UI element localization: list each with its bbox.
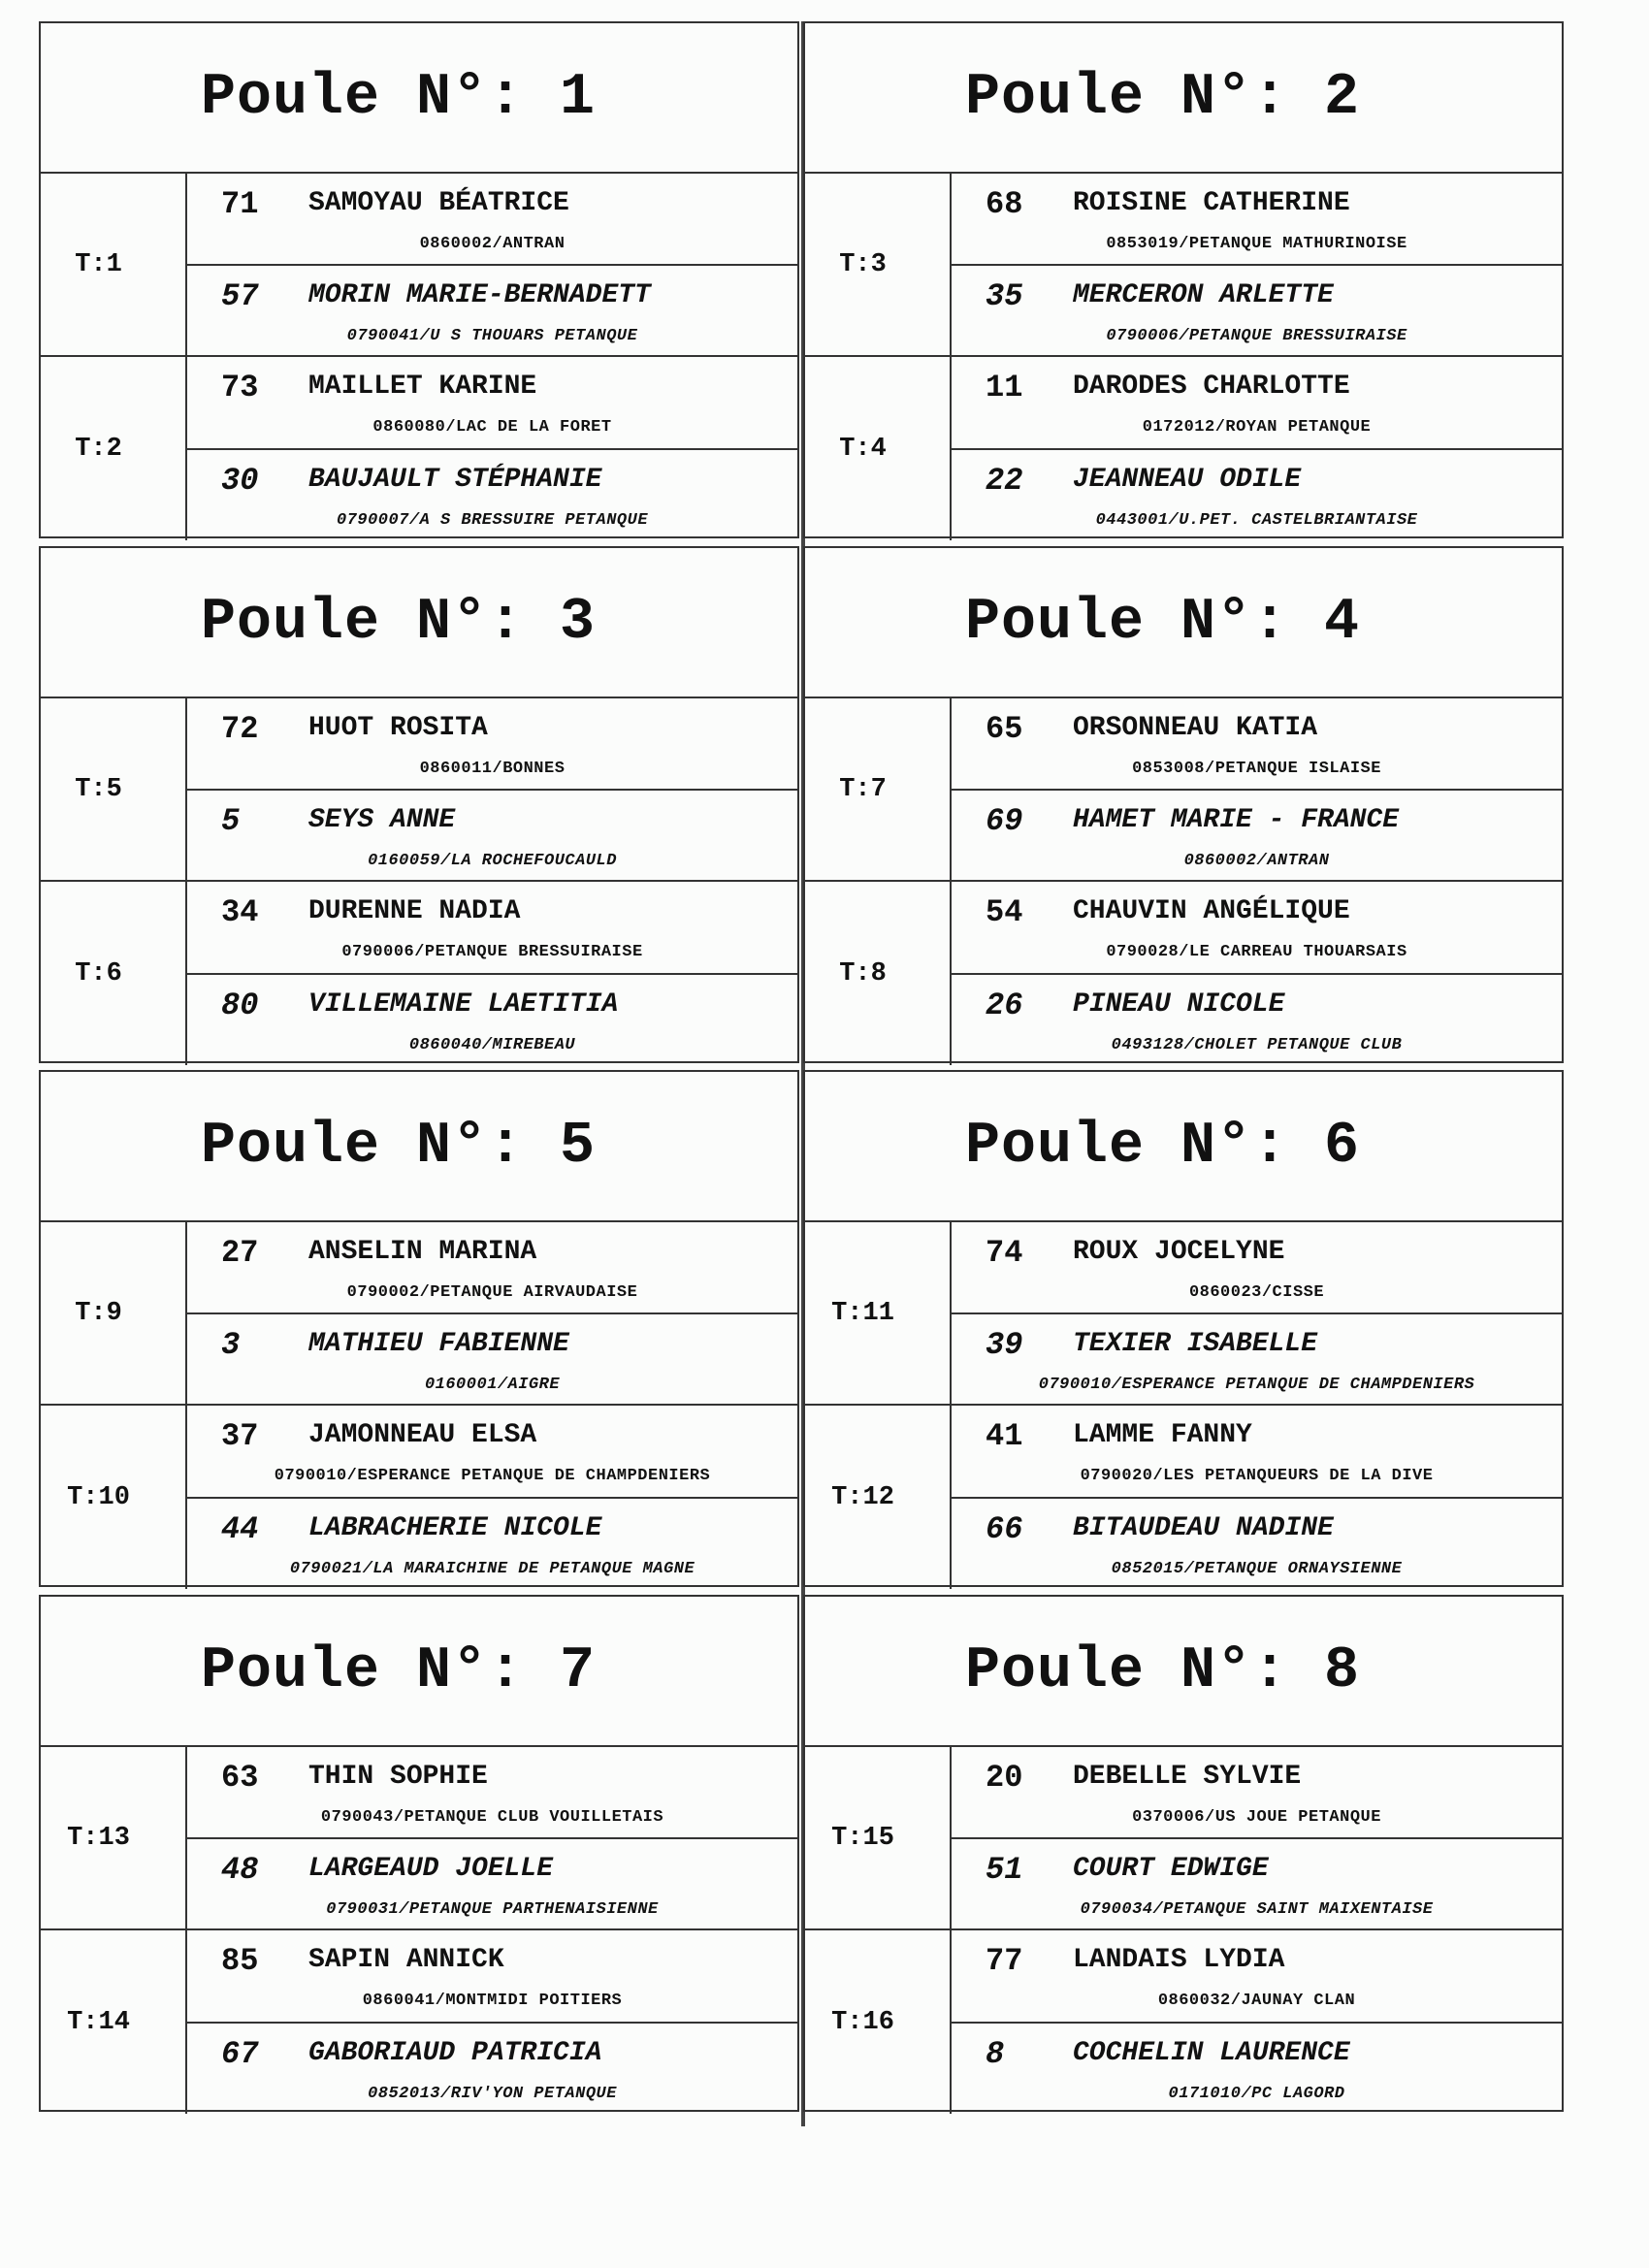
pool-title: Poule N°: 2 [965,64,1361,131]
pool-block [803,546,1564,1063]
match-row [805,1747,1562,1930]
player-name: SAMOYAU BÉATRICE [308,188,569,218]
player-club: 0160059/LA ROCHEFOUCAULD [368,851,617,870]
player-number: 85 [221,1943,259,1979]
player-number: 26 [986,987,1023,1023]
pool-title: Poule N°: 7 [201,1637,597,1704]
pool-title: Poule N°: 5 [201,1113,597,1180]
player-club: 0790041/U S THOUARS PETANQUE [346,326,638,345]
player-number: 77 [986,1943,1023,1979]
player-name: LAMME FANNY [1073,1420,1252,1450]
player-entry [187,2024,797,2115]
player-club: 0860011/BONNES [419,760,566,778]
player-entry [952,1747,1562,1839]
player-club: 0790028/LE CARREAU THOUARSAIS [1106,943,1407,961]
player-number: 44 [221,1510,259,1547]
player-entry [187,1314,797,1405]
player-club: 0790006/PETANQUE BRESSUIRAISE [341,943,643,961]
player-club: 0860080/LAC DE LA FORET [372,418,612,437]
player-entry [952,698,1562,791]
player-entry [952,1839,1562,1929]
player-number: 30 [221,462,259,499]
player-club: 0160001/AIGRE [424,1375,561,1394]
player-number: 8 [986,2035,1005,2072]
player-club: 0790002/PETANQUE AIRVAUDAISE [346,1283,638,1302]
player-club: 0860040/MIREBEAU [408,1035,576,1054]
pool-block [39,546,799,1063]
pool-block [803,1070,1564,1587]
pool-header [805,548,1562,698]
player-entry [187,975,797,1066]
player-number: 39 [986,1326,1023,1363]
player-entry [952,174,1562,266]
player-entry [187,1222,797,1314]
player-entry [187,1747,797,1839]
player-number: 37 [221,1418,259,1454]
player-name: MERCERON ARLETTE [1073,279,1334,310]
match-row [805,357,1562,540]
table-number: T:14 [41,1930,187,2114]
player-name: DURENNE NADIA [308,896,521,926]
player-club: 0443001/U.PET. CASTELBRIANTAISE [1095,510,1418,530]
player-name: PINEAU NICOLE [1073,988,1285,1020]
player-number: 74 [986,1235,1023,1271]
player-number: 63 [221,1760,259,1796]
player-name: SEYS ANNE [308,804,456,835]
players-column [952,1222,1562,1404]
player-name: LARGEAUD JOELLE [308,1853,554,1884]
table-number: T:9 [41,1222,187,1404]
players-column [952,1930,1562,2114]
players-column [187,1747,797,1928]
player-entry [952,450,1562,541]
player-number: 54 [986,894,1023,930]
players-column [187,1406,797,1589]
player-name: COURT EDWIGE [1073,1853,1269,1884]
table-number: T:4 [805,357,952,540]
pool-title: Poule N°: 1 [201,64,597,131]
table-number: T:7 [805,698,952,880]
player-name: TEXIER ISABELLE [1073,1328,1318,1359]
player-club: 0790021/LA MARAICHINE DE PETANQUE MAGNE [289,1559,695,1578]
player-club: 0860002/ANTRAN [419,235,566,253]
player-name: VILLEMAINE LAETITIA [308,988,619,1020]
player-number: 51 [986,1851,1023,1888]
player-number: 68 [986,186,1023,222]
player-entry [952,882,1562,975]
player-club: 0852015/PETANQUE ORNAYSIENNE [1111,1559,1403,1578]
player-entry [187,1406,797,1499]
player-entry [952,1499,1562,1590]
match-row [805,882,1562,1065]
player-name: DEBELLE SYLVIE [1073,1762,1302,1792]
players-column [187,882,797,1065]
players-column [187,1930,797,2114]
player-club: 0853008/PETANQUE ISLAISE [1132,760,1381,778]
player-name: ANSELIN MARINA [308,1237,537,1267]
player-entry [187,882,797,975]
player-club: 0860041/MONTMIDI POITIERS [362,1992,623,2010]
pool-header [41,23,797,174]
player-number: 73 [221,370,259,405]
player-entry [187,1930,797,2024]
player-number: 66 [986,1510,1023,1547]
pool-header [41,1072,797,1222]
player-number: 20 [986,1760,1023,1796]
match-row [41,1930,797,2114]
player-entry [187,266,797,356]
player-entry [952,357,1562,450]
player-name: BAUJAULT STÉPHANIE [308,464,602,495]
players-column [187,698,797,880]
player-club: 0493128/CHOLET PETANQUE CLUB [1111,1035,1403,1054]
player-number: 41 [986,1418,1023,1454]
pool-block [803,1595,1564,2112]
player-number: 65 [986,711,1023,747]
table-number: T:6 [41,882,187,1065]
player-entry [187,791,797,881]
match-row [805,698,1562,882]
pool-header [41,548,797,698]
player-name: MATHIEU FABIENNE [308,1328,569,1359]
player-number: 3 [221,1326,241,1363]
player-club: 0790006/PETANQUE BRESSUIRAISE [1106,326,1407,345]
player-entry [187,1499,797,1590]
player-number: 34 [221,894,259,930]
player-number: 5 [221,802,241,839]
player-number: 71 [221,186,259,222]
player-number: 22 [986,462,1023,499]
player-name: JAMONNEAU ELSA [308,1420,537,1450]
player-club: 0790010/ESPERANCE PETANQUE DE CHAMPDENIERS [274,1467,711,1485]
player-name: MORIN MARIE-BERNADETT [308,279,651,310]
player-club: 0860023/CISSE [1188,1283,1325,1302]
players-column [952,174,1562,355]
pool-block [803,21,1564,538]
player-name: THIN SOPHIE [308,1762,488,1792]
match-row [805,1222,1562,1406]
table-number: T:13 [41,1747,187,1928]
table-number: T:5 [41,698,187,880]
player-entry [187,450,797,541]
pool-block [39,1595,799,2112]
match-row [41,1222,797,1406]
player-club: 0790034/PETANQUE SAINT MAIXENTAISE [1080,1899,1434,1919]
players-column [187,357,797,540]
table-number: T:10 [41,1406,187,1589]
players-column [187,1222,797,1404]
players-column [952,1747,1562,1928]
player-number: 48 [221,1851,259,1888]
player-name: SAPIN ANNICK [308,1945,504,1975]
players-column [952,882,1562,1065]
match-row [41,698,797,882]
pool-title: Poule N°: 4 [965,589,1361,656]
player-club: 0790020/LES PETANQUEURS DE LA DIVE [1080,1467,1434,1485]
pool-title: Poule N°: 8 [965,1637,1361,1704]
match-row [41,882,797,1065]
pool-title: Poule N°: 6 [965,1113,1361,1180]
player-entry [952,975,1562,1066]
player-club: 0790031/PETANQUE PARTHENAISIENNE [326,1899,659,1919]
table-number: T:3 [805,174,952,355]
player-name: MAILLET KARINE [308,372,537,402]
pool-header [41,1597,797,1747]
player-name: GABORIAUD PATRICIA [308,2037,602,2068]
player-club: 0860002/ANTRAN [1183,851,1330,870]
player-club: 0172012/ROYAN PETANQUE [1142,418,1372,437]
player-club: 0790043/PETANQUE CLUB VOUILLETAIS [320,1808,664,1827]
player-entry [952,266,1562,356]
player-entry [187,1839,797,1929]
match-row [805,1930,1562,2114]
player-club: 0790007/A S BRESSUIRE PETANQUE [336,510,649,530]
player-name: BITAUDEAU NADINE [1073,1512,1334,1543]
player-name: JEANNEAU ODILE [1073,464,1302,495]
pool-block [39,21,799,538]
pool-title: Poule N°: 3 [201,589,597,656]
player-name: CHAUVIN ANGÉLIQUE [1073,896,1350,926]
player-number: 69 [986,802,1023,839]
pool-header [805,23,1562,174]
player-number: 67 [221,2035,259,2072]
player-name: HAMET MARIE - FRANCE [1073,804,1400,835]
player-entry [952,1222,1562,1314]
player-club: 0370006/US JOUE PETANQUE [1132,1808,1381,1827]
match-row [41,1747,797,1930]
match-row [41,357,797,540]
player-entry [952,1930,1562,2024]
player-entry [187,174,797,266]
players-column [952,698,1562,880]
table-number: T:1 [41,174,187,355]
player-number: 80 [221,987,259,1023]
match-row [805,1406,1562,1589]
player-name: LABRACHERIE NICOLE [308,1512,602,1543]
match-row [41,1406,797,1589]
player-club: 0790010/ESPERANCE PETANQUE DE CHAMPDENIERS [1038,1375,1475,1394]
player-club: 0852013/RIV'YON PETANQUE [368,2084,617,2103]
pool-block [39,1070,799,1587]
player-name: HUOT ROSITA [308,713,488,743]
player-name: DARODES CHARLOTTE [1073,372,1350,402]
player-entry [952,791,1562,881]
players-column [187,174,797,355]
table-number: T:11 [805,1222,952,1404]
pool-header [805,1597,1562,1747]
player-name: COCHELIN LAURENCE [1073,2037,1350,2068]
player-number: 27 [221,1235,259,1271]
players-column [952,1406,1562,1589]
table-number: T:12 [805,1406,952,1589]
players-column [952,357,1562,540]
table-number: T:8 [805,882,952,1065]
player-club: 0860032/JAUNAY CLAN [1157,1992,1356,2010]
player-entry [952,1406,1562,1499]
player-club: 0853019/PETANQUE MATHURINOISE [1106,235,1407,253]
player-name: ORSONNEAU KATIA [1073,713,1318,743]
player-number: 57 [221,277,259,314]
player-entry [952,1314,1562,1405]
match-row [41,174,797,357]
pool-header [805,1072,1562,1222]
player-number: 35 [986,277,1023,314]
match-row [805,174,1562,357]
player-number: 11 [986,370,1023,405]
player-name: ROISINE CATHERINE [1073,188,1350,218]
player-number: 72 [221,711,259,747]
player-entry [187,357,797,450]
player-entry [952,2024,1562,2115]
table-number: T:16 [805,1930,952,2114]
table-number: T:2 [41,357,187,540]
player-name: LANDAIS LYDIA [1073,1945,1285,1975]
player-name: ROUX JOCELYNE [1073,1237,1285,1267]
player-entry [187,698,797,791]
player-club: 0171010/PC LAGORD [1168,2084,1345,2103]
table-number: T:15 [805,1747,952,1928]
